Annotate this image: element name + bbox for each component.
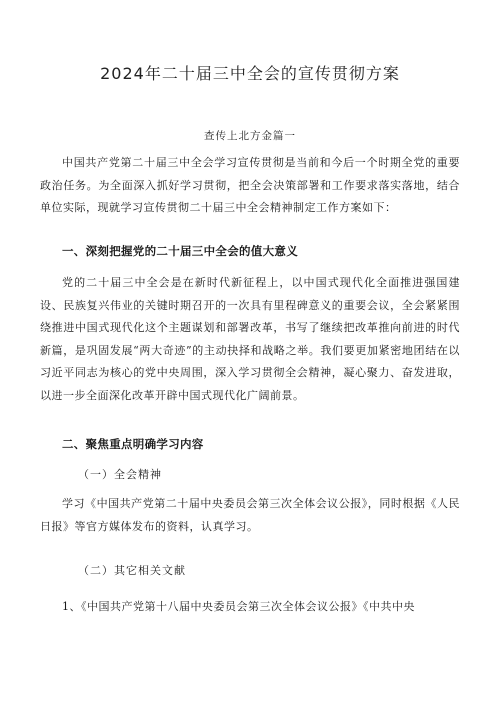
section-1-paragraph: 党的二十届三中全会是在新时代新征程上，以中国式现代化全面推进强国建设、民族复兴伟业的关键时期召开的一次具有里程碑意义的重要会议，全会紧紧围绕推进中国式现代化这个主题谋划和部署改革，书写了继续把改革推向前进的时代新篇，是巩固发展“两大奇迹”的主动抉择和战略之举。我们要更加紧密地团结在以习近平同志为核心的党中央周围，深入学习贯彻全会精神，凝心聚力、奋发进取，以进一步全面深化改革开辟中国式现代化广阔前景。: [40, 276, 460, 402]
section-heading-2: 二、聚焦重点明确学习内容: [62, 437, 204, 451]
subsection-label-2: （二）其它相关文献: [78, 564, 186, 577]
subsection-label-1: （一）全会精神: [78, 468, 162, 481]
document-title: 2024年二十届三中全会的宣传贯彻方案: [100, 64, 400, 83]
document-subtitle: 查传上北方金篇一: [204, 130, 296, 142]
section-heading-1: 一、深刻把握党的二十届三中全会的值大意义: [62, 244, 298, 258]
intro-paragraph: 中国共产党第二十届三中全会学习宣传贯彻是当前和今后一个时期全党的重要政治任务。为全面深入抓好学习贯彻，把全会决策部署和工作要求落实落地，结合单位实际，现就学习宣传贯彻二十届三中全会精神制定工作方案如下：: [40, 156, 460, 214]
subsection-1-paragraph: 学习《中国共产党第二十届中央委员会第三次全体会议公报》，同时根据《人民日报》等官方媒体发布的资料，认真学习。: [40, 497, 460, 533]
list-item-1: 1、《中国共产党第十八届中央委员会第三次全体会议公报》《中共中央: [62, 600, 415, 613]
